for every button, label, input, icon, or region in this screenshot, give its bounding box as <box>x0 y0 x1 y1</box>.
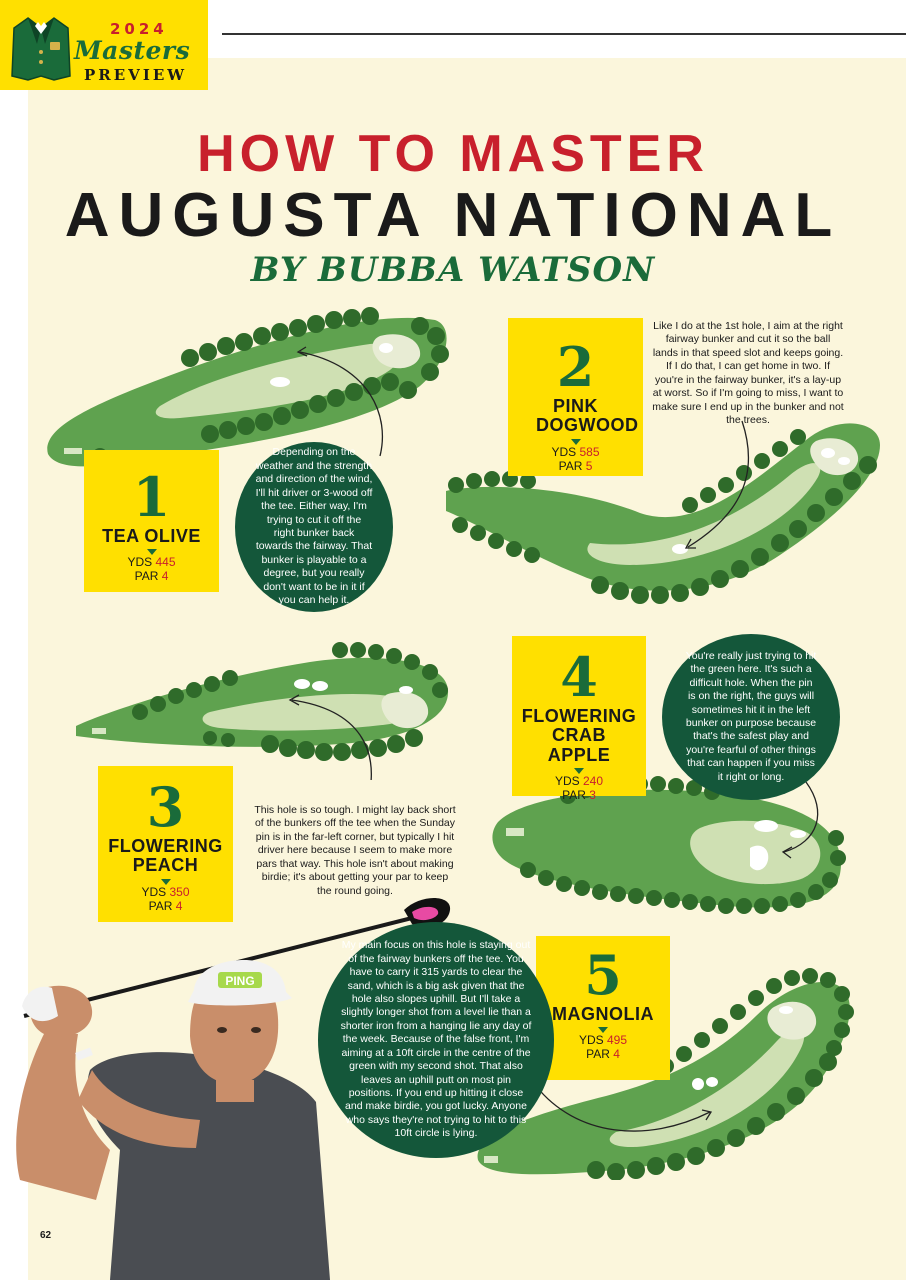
masters-preview-badge <box>0 0 208 90</box>
hole-1-card <box>84 450 219 592</box>
badge-sub: PREVIEW <box>84 66 188 84</box>
header-rule <box>222 33 906 35</box>
cap-logo: PING <box>225 974 255 988</box>
hole-1-number: 1 <box>132 465 171 529</box>
hole-4-tip: You're really just trying to hit the green here. It's such a difficult hole. When the pin is on the right, the guys will sometimes hit it in the left bunker on purpose because that's the safest play and you're fearful of other things that can happen if you miss it right or long. <box>662 634 840 800</box>
hole-3-yards: YDS 350 <box>141 884 190 899</box>
badge-brand: Masters <box>74 36 191 65</box>
hole-5-number: 5 <box>584 943 622 1007</box>
page-number: 62 <box>40 1230 52 1241</box>
title-line1: HOW TO MASTER <box>197 125 709 183</box>
hole-1-par: PAR 4 <box>134 569 169 584</box>
byline: BY BUBBA WATSON <box>250 250 656 290</box>
hole-2-card <box>508 318 643 476</box>
badge-year: 2024 <box>110 20 168 38</box>
hole-4-number: 4 <box>560 645 598 709</box>
hole-5-yards: YDS 495 <box>578 1033 628 1048</box>
hole-3-number: 3 <box>146 775 185 839</box>
title-line2: AUGUSTA NATIONAL <box>64 181 842 250</box>
hole-5-tip: My main focus on this hole is staying out of the fairway bunkers off the tee. You have to carry it 315 yards to clear the sand, which is a big ask given that the hole also slopes uphill. But I'll take a slightly longer shot from a level lie than a shorter iron from a hanging lie any day of the week. Because of the false front, I'm aiming at a 10ft circle in the centre of the green with my second shot. That also leaves an uphill putt on most pin positions. If you end up hitting it close and make birdie, you got lucky. Anyone who says they're not trying to hit to this 10ft circle is lying. <box>318 922 554 1158</box>
hole-2-tip: Like I do at the 1st hole, I aim at the right fairway bunker and cut it so the ball lands in that speed slot and keeps going. If I do that, I can get home in two. If you're in the fairway bunker, it's a lay-up at worst. So if I'm going to miss, I want to make sure I end up in the bunker and not the trees. <box>652 320 844 427</box>
hole-4-par: PAR 3 <box>562 788 596 803</box>
hole-3-name: FLOWERING PEACH <box>108 836 223 876</box>
hole-2-number: 2 <box>556 335 595 399</box>
hole-2-yards: YDS 585 <box>551 444 600 459</box>
hole-3-map <box>70 640 452 780</box>
hole-4-card <box>512 636 646 803</box>
hole-3-par: PAR 4 <box>148 898 183 913</box>
hole-1-name: TEA OLIVE <box>102 526 201 546</box>
hole-5-name: MAGNOLIA <box>552 1004 654 1024</box>
hole-2-name: PINK DOGWOOD <box>536 396 639 436</box>
hole-2-par: PAR 5 <box>558 458 593 473</box>
green-jacket-icon <box>10 14 72 84</box>
hole-1-tip: Depending on the weather and the strength and direction of the wind, I'll hit driver or 3-wood off the tee. Either way, I'm trying to cut it off the right bunker back towards the fairway. That bunker is playable to a degree, but you really don't want to be in it if you can help it. <box>235 442 393 612</box>
hole-3-tip: This hole is so tough. I might lay back short of the bunkers off the tee when the Sunday pin is in the far-left corner, but typically I hit driver here because I seem to make more pars that way. This hole isn't about making birdie; it's about getting your par to keep the round going. <box>254 804 456 897</box>
hole-4-name: FLOWERING CRAB APPLE <box>521 706 637 765</box>
hole-4-yards: YDS 240 <box>554 774 604 789</box>
hole-3-card <box>98 766 233 922</box>
hole-5-card <box>536 936 670 1080</box>
hole-1-yards: YDS 445 <box>127 555 176 570</box>
hole-5-par: PAR 4 <box>586 1047 620 1062</box>
